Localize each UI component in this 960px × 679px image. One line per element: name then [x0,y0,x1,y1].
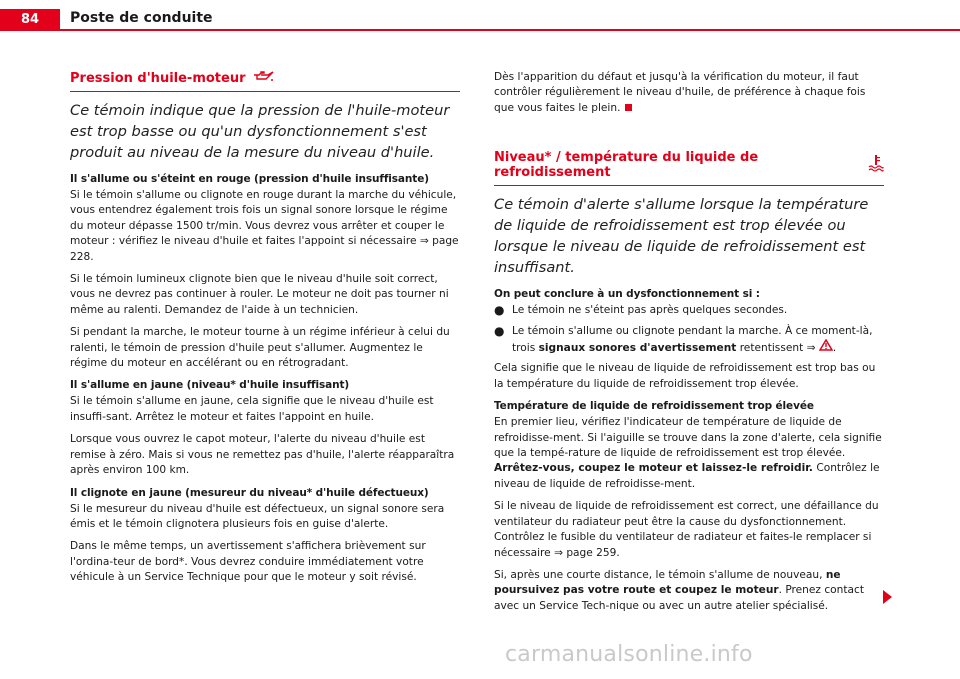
subheading-red: Il s'allume ou s'éteint en rouge (pression d'huile insuffisante) [70,173,429,185]
oil-can-icon [252,70,274,86]
list-item: ● Le témoin s'allume ou clignote pendant la marche. À ce moment-là, trois signaux sonores d'avertissement retentissent ⇒ . [494,324,884,357]
subheading-malfunction: On peut conclure à un dysfonctionnement si : [494,288,760,301]
header-divider [0,29,960,31]
section-title-text: Niveau* / température du liquide de refroidissement [494,150,759,181]
paragraph: Dans le même temps, un avertissement s'affichera brièvement sur l'ordina-teur de bord*. Vous devrez conduire immédiatement votre véhicule à un Service Technique pour que le moteur y soit révisé. [70,540,426,584]
paragraph: Si le témoin s'allume en jaune, cela signifie que le niveau d'huile est insuffi-sant. Arrêtez le moteur et faites l'appoint en huile. [70,395,434,423]
section-title-oil-pressure [70,70,460,92]
subheading-yellow: Il s'allume en jaune (niveau* d'huile insuffisant) [70,379,350,392]
page-number: 84 [0,9,60,30]
paragraph: Cela signifie que le niveau de liquide de refroidissement est trop bas ou la température du liquide de refroidissement trop élevée. [494,362,876,390]
paragraph: Si pendant la marche, le moteur tourne à un régime inférieur à celui du ralenti, le témoin de pression d'huile peut s'allumer. Augmentez le régime du moteur en accélérant ou en rétrogradant. [70,326,450,370]
paragraph: Si le niveau de liquide de refroidissement est correct, une défaillance du ventilateur du radiateur peut être la cause du dysfonctionnement. Contrôlez le fusible du ventilateur de radiateur et faites-le remplacer si nécessaire ⇒ page 259. [494,500,879,559]
page-reference-link[interactable]: ⇒ page 228. [70,235,459,263]
left-column [70,70,460,593]
right-column [494,70,884,621]
watermark: carmanualsonline.info [505,642,753,667]
paragraph-intro: Dès l'apparition du défaut et jusqu'à la vérification du moteur, il faut contrôler régulièrement le niveau d'huile, de préférence à chaque fois que vous faites le plein. [494,71,866,114]
subheading-yellow-blink: Il clignote en jaune (mesureur du niveau* d'huile défectueux) [70,486,429,499]
paragraph: Lorsque vous ouvrez le capot moteur, l'alerte du niveau d'huile est remise à zéro. Mais si vous ne remettez pas d'huile, l'alerte réapparaîtra après environ 100 km. [70,433,455,477]
paragraph: Si, après une courte distance, le témoin s'allume de nouveau, ne poursuivez pas votre route et coupez le moteur. Prenez contact avec un Service Tech-nique ou avec un autre atelier spécialisé. [494,568,864,612]
section-lead: Ce témoin indique que la pression de l'huile-moteur est trop basse ou qu'un dysfonctionnement s'est produit au niveau de la mesure du niveau d'huile. [70,102,450,161]
subheading-temperature: Température de liquide de refroidissement trop élevée [494,400,814,413]
section-lead: Ce témoin d'alerte s'allume lorsque la température de liquide de refroidissement est trop élevée ou lorsque le niveau de liquide de refroidissement est insuffisant. [494,196,869,277]
section-end-marker [625,104,632,111]
page-reference-link[interactable]: ⇒ page 259. [554,546,620,559]
paragraph: Si le témoin lumineux clignote bien que le niveau d'huile soit correct, vous ne devrez pas continuer à rouler. Le moteur ne doit pas tourner ni même au ralenti. Demandez de l'aide à un technicien. [70,273,449,316]
paragraph: Si le mesureur du niveau d'huile est défectueux, un signal sonore sera émis et le témoin clignotera plusieurs fois en guise d'alerte. [70,502,445,530]
paragraph: Si le témoin s'allume ou clignote en rouge durant la marche du véhicule, vous entendrez également trois fois un signal sonore lorsque le régime du moteur dépasse 1500 tr/min. Vous devrez vous arrêter et couper le moteur : vérifiez le niveau d'huile et faites l'appoint si nécessaire ⇒ page 228. [70,189,459,263]
section-title-coolant [494,150,884,186]
page-header [0,0,960,30]
warning-triangle-icon[interactable] [819,339,833,356]
coolant-temperature-icon [868,154,884,176]
chapter-title: Poste de conduite [70,10,213,26]
list-item: ● Le témoin ne s'éteint pas après quelques secondes. [494,303,788,318]
paragraph: En premier lieu, vérifiez l'indicateur de température de liquide de refroidisse-ment. Si l'aiguille se trouve dans la zone d'alerte, cela signifie que la tempé-rature de liquide de refroidissement est trop élevée. Arrêtez-vous, coupez le moteur et laissez-le refroidir. Contrôlez le niveau de liquide de refroidisse-ment. [494,416,882,490]
section-title-text: Pression d'huile-moteur [70,70,246,86]
next-page-arrow-icon[interactable] [883,590,892,604]
